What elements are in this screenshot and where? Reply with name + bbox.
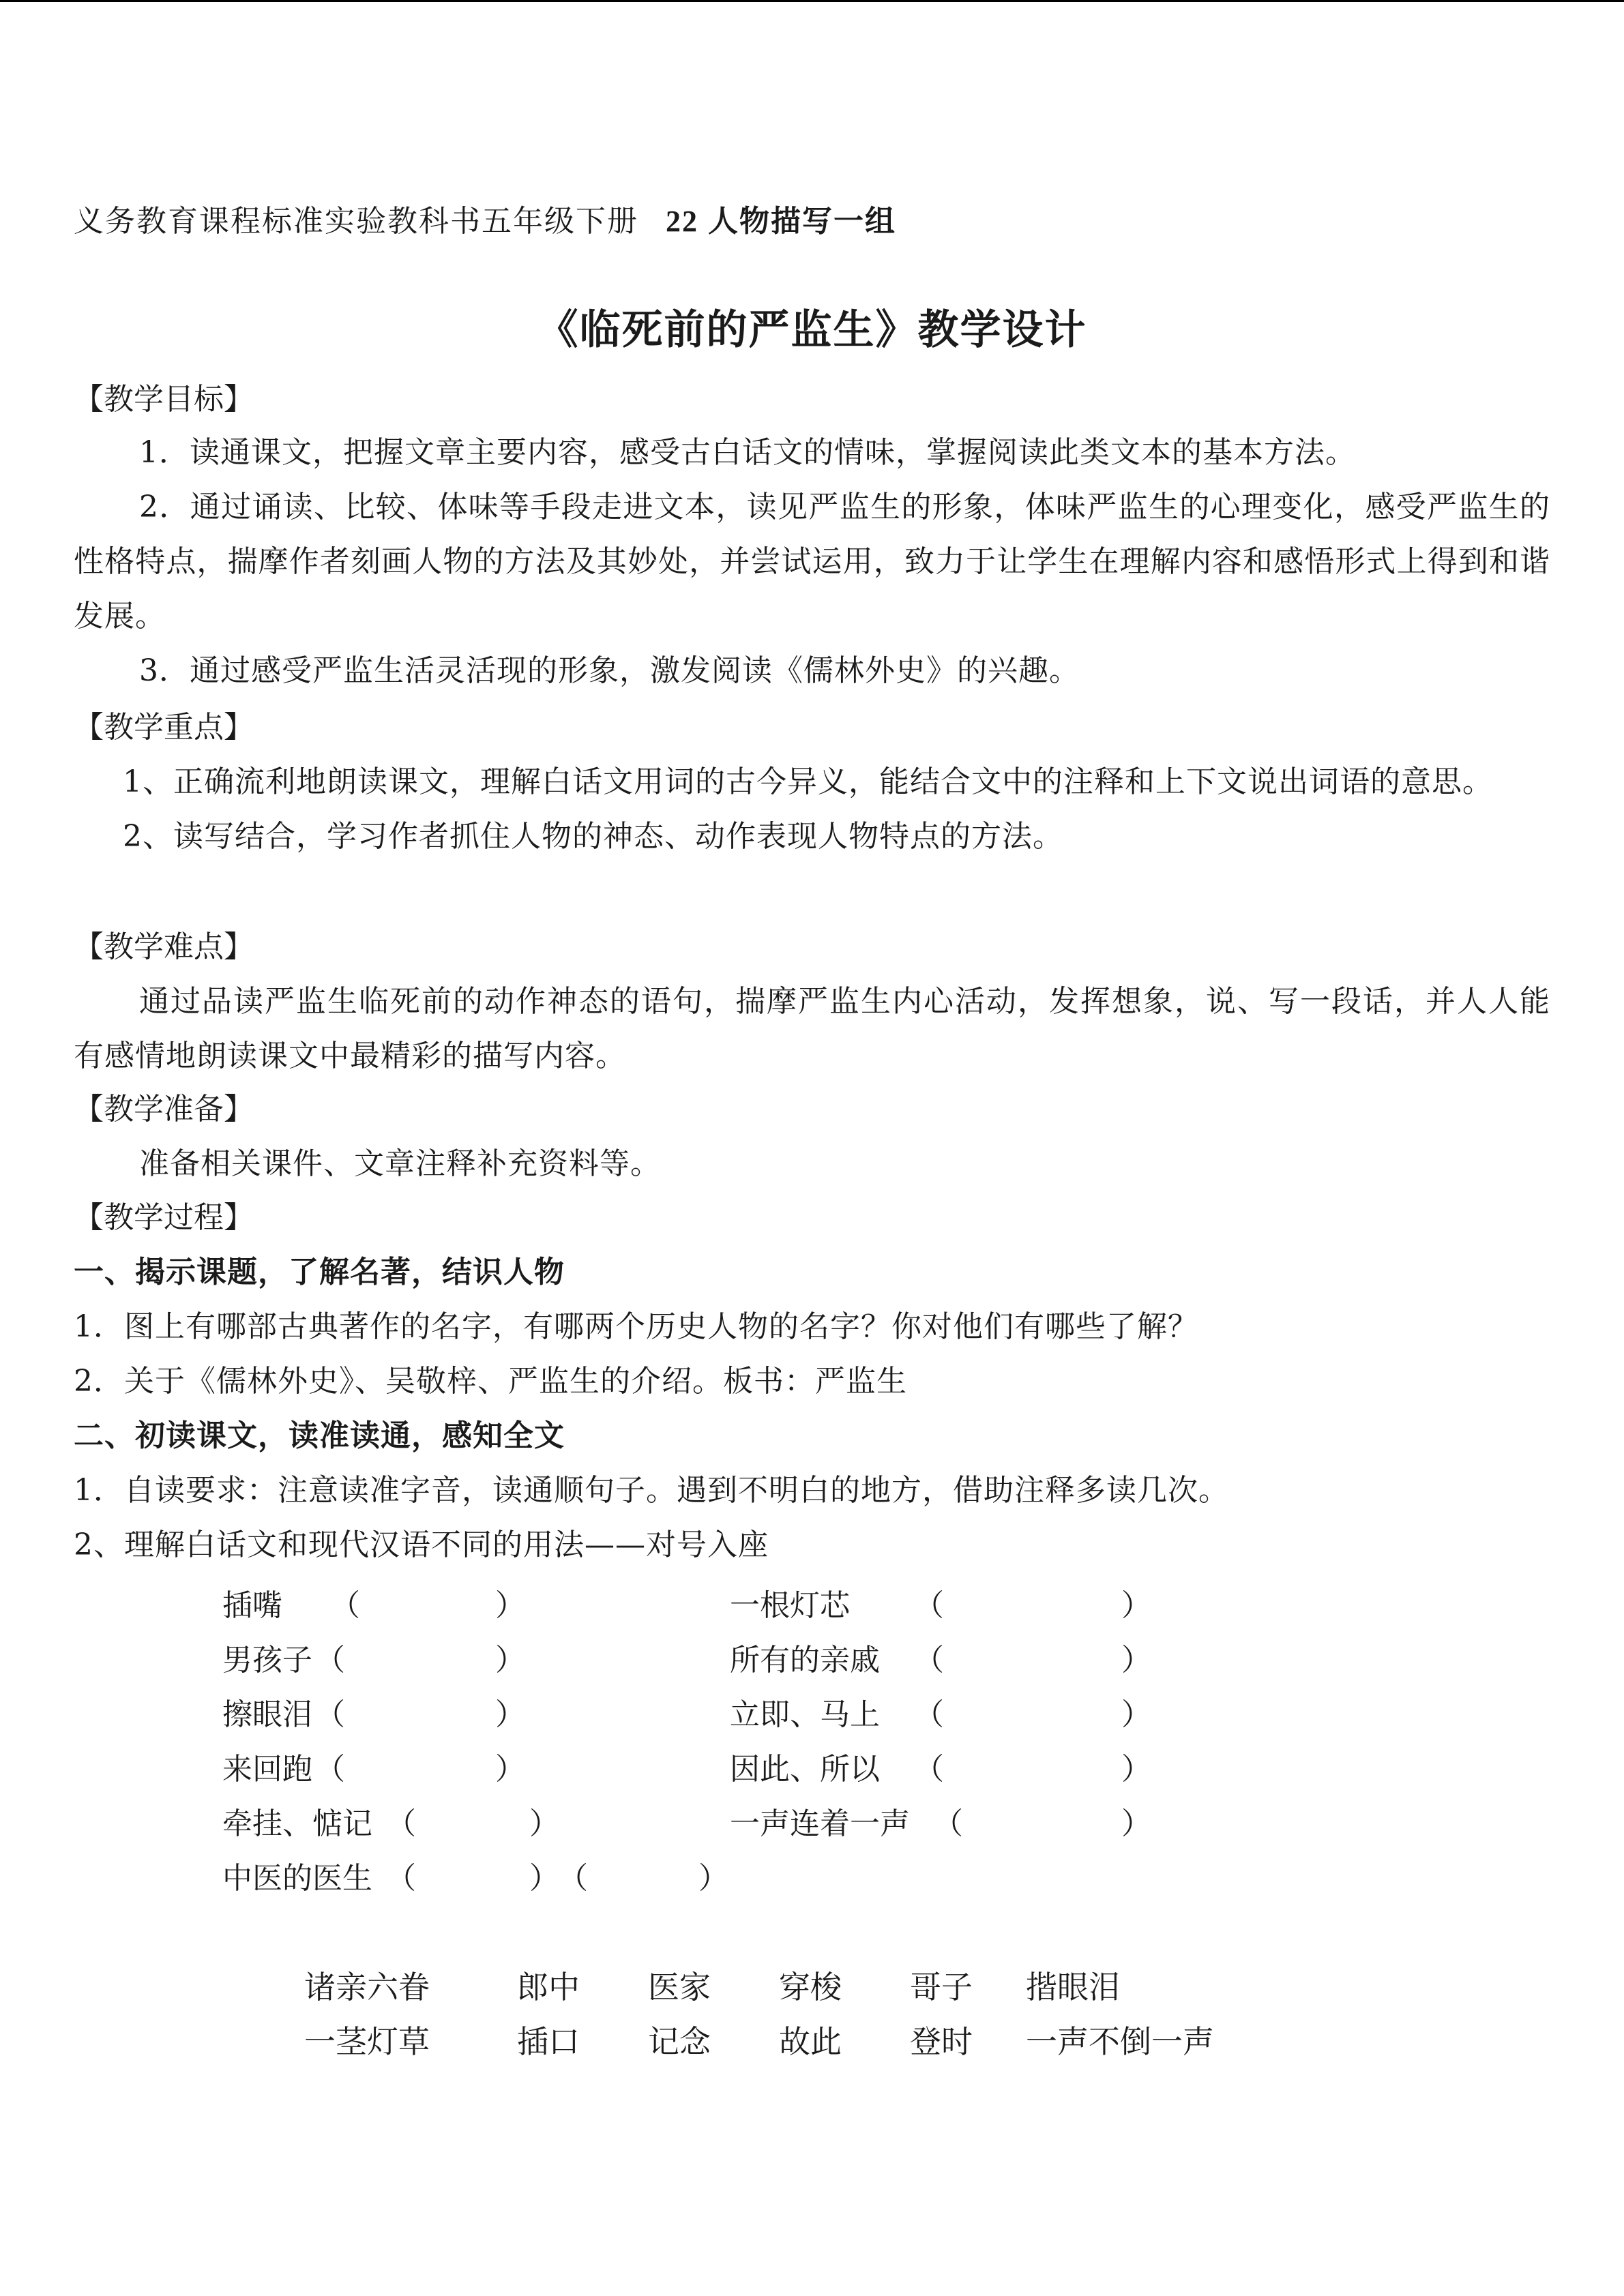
document-title: 《临死前的严监生》教学设计 xyxy=(537,306,1087,354)
goal-item-1: 1．读通课文，把握文章主要内容，感受古白话文的情味，掌握阅读此类文本的基本方法。 xyxy=(139,435,1356,470)
open-paren: （ xyxy=(914,1643,944,1678)
open-paren: （ xyxy=(315,1752,345,1787)
header-lesson-number: 22 xyxy=(666,205,698,238)
goal-item-3: 3．通过感受严监生活灵活现的形象，激发阅读《儒林外史》的兴趣。 xyxy=(139,653,1080,688)
word-bank-item: 穿梭 xyxy=(779,1969,842,2006)
word-bank-item: 郎中 xyxy=(517,1969,580,2006)
close-paren: ） xyxy=(1121,1643,1151,1678)
preparation-section xyxy=(74,1089,1550,1191)
close-paren: ） xyxy=(495,1752,525,1787)
close-paren: ） xyxy=(1121,1588,1151,1623)
open-paren: （ xyxy=(933,1806,963,1841)
close-paren: ） xyxy=(698,1861,728,1896)
close-paren: ） xyxy=(529,1861,559,1896)
close-paren: ） xyxy=(495,1643,525,1678)
open-paren: （ xyxy=(558,1861,588,1896)
word-bank-item: 记念 xyxy=(648,2023,711,2060)
word-bank-item: 一茎灯草 xyxy=(304,2023,430,2060)
step2-item-1: 1．自读要求：注意读准字音，读通顺句子。遇到不明白的地方，借助注释多读几次。 xyxy=(74,1473,1229,1508)
key-point-2: 2、读写结合，学习作者抓住人物的神态、动作表现人物特点的方法。 xyxy=(123,819,1063,854)
key-point-1: 1、正确流利地朗读课文，理解白话文用词的古今异义，能结合文中的注释和上下文说出词语的意思。 xyxy=(123,764,1493,799)
close-paren: ） xyxy=(495,1697,525,1732)
match-right-4: 因此、所以 xyxy=(730,1752,880,1787)
match-right-1: 一根灯芯 xyxy=(730,1588,850,1623)
word-bank-item: 一声不倒一声 xyxy=(1026,2023,1214,2060)
match-left-3: 擦眼泪 xyxy=(222,1697,312,1732)
word-bank-item: 登时 xyxy=(910,2023,973,2060)
close-paren: ） xyxy=(1121,1697,1151,1732)
preparation-text: 准备相关课件、文章注释补充资料等。 xyxy=(139,1146,661,1181)
close-paren: ） xyxy=(495,1588,525,1623)
key-points-heading: 【教学重点】 xyxy=(74,710,254,745)
match-left-6: 中医的医生 xyxy=(222,1861,372,1896)
match-right-2: 所有的亲戚 xyxy=(730,1643,880,1678)
goal-item-2: 2．通过诵读、比较、体味等手段走进文本，读见严监生的形象，体味严监生的心理变化，感受严监生的性格特点，揣摩作者刻画人物的方法及其妙处，并尝试运用，致力于让学生在理解内容和感悟形式上得到和谐发展。 xyxy=(74,490,1550,633)
step2-item-2: 2、理解白话文和现代汉语不同的用法——对号入座 xyxy=(74,1527,769,1562)
open-paren: （ xyxy=(386,1806,416,1841)
match-right-3: 立即、马上 xyxy=(730,1697,880,1732)
goals-heading: 【教学目标】 xyxy=(74,382,254,417)
step2-title: 二、初读课文，读准读通，感知全文 xyxy=(74,1418,565,1453)
close-paren: ） xyxy=(1121,1752,1151,1787)
word-bank-item: 揩眼泪 xyxy=(1026,1969,1120,2006)
close-paren: ） xyxy=(1121,1806,1151,1841)
difficulties-heading: 【教学难点】 xyxy=(74,929,254,964)
word-bank-item: 插口 xyxy=(517,2023,580,2060)
preparation-heading: 【教学准备】 xyxy=(74,1092,254,1127)
match-left-1: 插嘴 xyxy=(222,1588,282,1623)
top-border-line xyxy=(0,0,1624,2)
page-header xyxy=(74,196,896,240)
match-left-2: 男孩子 xyxy=(222,1643,312,1678)
difficulties-section xyxy=(74,927,1550,1084)
open-paren: （ xyxy=(386,1861,416,1896)
match-left-5: 牵挂、惦记 xyxy=(222,1806,372,1841)
word-bank-item: 医家 xyxy=(648,1969,711,2006)
open-paren: （ xyxy=(315,1643,345,1678)
open-paren: （ xyxy=(315,1697,345,1732)
goals-section xyxy=(74,379,1550,698)
word-bank-item: 哥子 xyxy=(910,1969,973,2006)
step1-item-1: 1．图上有哪部古典著作的名字，有哪两个历史人物的名字？你对他们有哪些了解？ xyxy=(74,1309,1198,1344)
match-left-4: 来回跑 xyxy=(222,1752,312,1787)
close-paren: ） xyxy=(529,1806,559,1841)
open-paren: （ xyxy=(914,1588,944,1623)
open-paren: （ xyxy=(330,1588,360,1623)
step1-title: 一、揭示课题，了解名著，结识人物 xyxy=(74,1255,565,1289)
step1-item-2: 2．关于《儒林外史》、吴敬梓、严监生的介绍。板书：严监生 xyxy=(74,1364,907,1399)
header-textbook: 义务教育课程标准实验教科书五年级下册 xyxy=(74,204,638,239)
key-points-section xyxy=(74,707,1550,864)
word-bank-item: 诸亲六眷 xyxy=(304,1969,430,2006)
process-section xyxy=(74,1197,1550,1572)
open-paren: （ xyxy=(914,1697,944,1732)
open-paren: （ xyxy=(914,1752,944,1787)
match-right-5: 一声连着一声 xyxy=(730,1806,910,1841)
word-bank-item: 故此 xyxy=(779,2023,842,2060)
process-heading: 【教学过程】 xyxy=(74,1200,254,1235)
header-chapter: 人物描写一组 xyxy=(708,204,896,239)
difficulties-text: 通过品读严监生临死前的动作神态的语句，揣摩严监生内心活动，发挥想象，说、写一段话，并人人能有感情地朗读课文中最精彩的描写内容。 xyxy=(74,984,1550,1073)
